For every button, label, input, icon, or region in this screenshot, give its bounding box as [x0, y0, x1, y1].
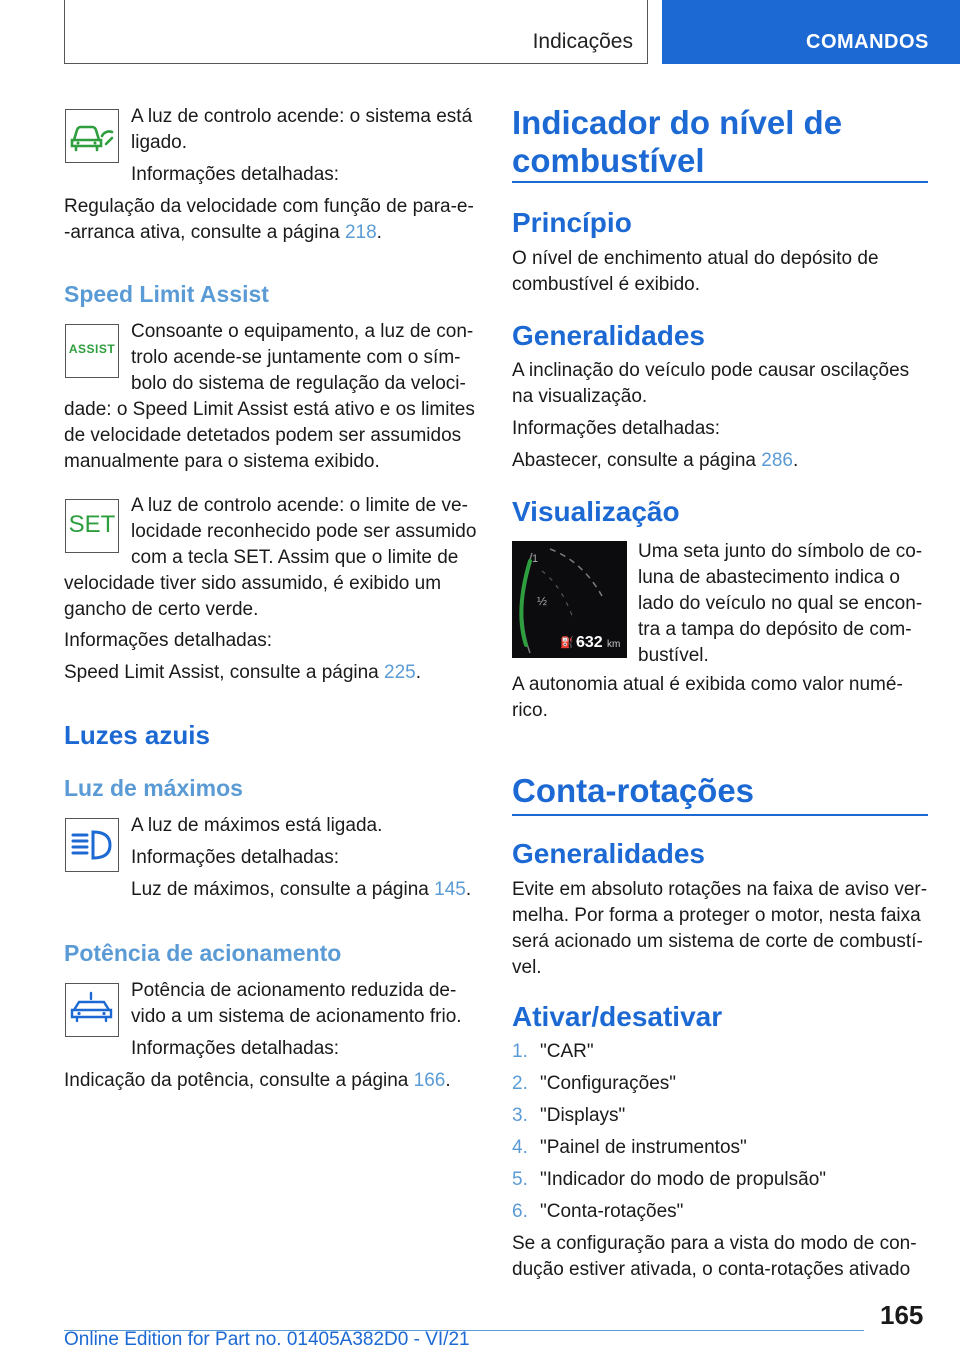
- text-line: ligado.: [131, 132, 187, 153]
- list-item: [512, 1199, 683, 1225]
- fuel-pump-icon: ⛽: [560, 637, 574, 649]
- text-line: A autonomia atual é exibida como valor numé-: [512, 674, 903, 695]
- text-line: -arranca ativa, consulte a página 218.: [64, 222, 382, 243]
- heading-potencia-de-acionamento: Potência de acionamento: [64, 940, 342, 966]
- text-line: bolo do sistema de regulação da veloci-: [131, 373, 466, 394]
- list-item: [512, 1103, 625, 1129]
- heading-visualizacao: Visualização: [512, 496, 680, 527]
- text-line: Potência de acionamento reduzida de-: [131, 980, 457, 1001]
- text-line: A luz de máximos está ligada.: [131, 815, 383, 836]
- list-text: "Configurações": [540, 1073, 677, 1094]
- text-line: melha. Por forma a proteger o motor, nesta faixa: [512, 905, 921, 926]
- text-line: Informações detalhadas:: [64, 630, 273, 651]
- text-line: A inclinação do veículo pode causar oscilações: [512, 360, 910, 381]
- set-icon: [65, 499, 119, 553]
- list-text: "CAR": [540, 1041, 594, 1062]
- text-line: de velocidade detetados podem ser assumidos: [64, 425, 462, 446]
- list-text: "Displays": [540, 1105, 626, 1126]
- heading-generalidades: Generalidades: [512, 320, 705, 351]
- text-line: Abastecer, consulte a página 286.: [512, 450, 799, 471]
- text-line: rico.: [512, 700, 548, 721]
- text-line: luna de abastecimento indica o: [638, 567, 900, 588]
- text-span: -arranca ativa, consulte a página: [64, 222, 345, 243]
- text-line: com a tecla SET. Assim que o limite de: [131, 547, 459, 568]
- list-number: 4.: [512, 1137, 528, 1158]
- list-number: 5.: [512, 1169, 528, 1190]
- text-line: Informações detalhadas:: [131, 1038, 340, 1059]
- list-number: 2.: [512, 1073, 528, 1094]
- text-line: dade: o Speed Limit Assist está ativo e os limites: [64, 399, 475, 420]
- heading-principio: Princípio: [512, 207, 632, 238]
- text-line: velocidade tiver sido assumido, é exibido um: [64, 573, 442, 594]
- text-span: Speed Limit Assist, consulte a página: [64, 662, 385, 683]
- text-line: será acionado um sistema de corte de combustí-: [512, 931, 923, 952]
- text-line: A luz de controlo acende: o sistema está: [131, 106, 473, 127]
- text-line: lado do veículo no qual se encon-: [638, 593, 923, 614]
- heading-generalidades-2: Generalidades: [512, 838, 705, 869]
- gauge-range-value: 632: [576, 634, 603, 651]
- text-line: dução estiver ativada, o conta-rotações ativado: [512, 1259, 911, 1280]
- text-line: tra a tampa do depósito de com-: [638, 619, 912, 640]
- text-line: gancho de certo verde.: [64, 599, 259, 620]
- text-line: Speed Limit Assist, consulte a página 225.: [64, 662, 422, 683]
- title-fuel-gauge-line2: combustível: [512, 142, 705, 179]
- page-link-145[interactable]: 145: [434, 879, 466, 900]
- heading-speed-limit-assist: Speed Limit Assist: [64, 281, 269, 307]
- header-chapter-label: COMANDOS: [806, 31, 929, 53]
- text-line: Evite em absoluto rotações na faixa de aviso ver-: [512, 879, 928, 900]
- high-beam-icon: [65, 818, 119, 872]
- list-item: [512, 1071, 676, 1097]
- section-divider: [512, 814, 928, 816]
- section-divider: [512, 181, 928, 183]
- text-line: Informações detalhadas:: [512, 418, 721, 439]
- text-line: Regulação da velocidade com função de para-e-: [64, 196, 474, 217]
- list-item: [512, 1039, 594, 1065]
- footer-edition: Online Edition for Part no. 01405A382D0 - VI/21: [64, 1329, 470, 1350]
- header-section-box: [64, 0, 648, 64]
- text-line: Se a configuração para a vista do modo de con-: [512, 1233, 917, 1254]
- list-text: "Painel de instrumentos": [540, 1137, 747, 1158]
- list-text: "Indicador do modo de propulsão": [540, 1169, 827, 1190]
- text-line: vido a um sistema de acionamento frio.: [131, 1006, 462, 1027]
- text-line: Informações detalhadas:: [131, 164, 340, 185]
- text-line: Informações detalhadas:: [131, 847, 340, 868]
- list-item: [512, 1167, 826, 1193]
- page-link-225[interactable]: 225: [384, 662, 416, 683]
- fuel-gauge-image: [512, 541, 627, 658]
- text-line: Uma seta junto do símbolo de co-: [638, 541, 923, 562]
- text-span: Luz de máximos, consulte a página: [131, 879, 435, 900]
- list-item: [512, 1135, 747, 1161]
- text-line: A luz de controlo acende: o limite de ve-: [131, 495, 468, 516]
- page-number: 165: [880, 1300, 924, 1330]
- text-line: Luz de máximos, consulte a página 145.: [131, 879, 472, 900]
- header-chapter-tab[interactable]: [662, 0, 960, 64]
- page-link-166[interactable]: 166: [413, 1070, 446, 1091]
- reduced-power-icon: [65, 983, 119, 1037]
- speed-limit-assist-icon: [65, 324, 119, 378]
- text-line: Indicação da potência, consulte a página 166.: [64, 1070, 451, 1091]
- gauge-tick-1: 1: [532, 553, 539, 565]
- page-link-286[interactable]: 286: [761, 450, 793, 471]
- text-line: O nível de enchimento atual do depósito de: [512, 248, 879, 269]
- cruise-control-icon: [65, 109, 119, 163]
- text-line: locidade reconhecido pode ser assumido: [131, 521, 477, 542]
- assist-icon-text: ASSIST: [68, 342, 116, 356]
- heading-luzes-azuis: Luzes azuis: [64, 720, 210, 750]
- title-fuel-gauge-line1: Indicador do nível de: [512, 104, 843, 141]
- list-number: 3.: [512, 1105, 528, 1126]
- text-line: manualmente para o sistema exibido.: [64, 451, 380, 472]
- text-line: na visualização.: [512, 386, 648, 407]
- header-section-title: Indicações: [532, 30, 633, 53]
- title-conta-rotacoes: Conta-rotações: [512, 772, 755, 809]
- page-link-218[interactable]: 218: [344, 222, 377, 243]
- text-line: vel.: [512, 957, 542, 978]
- list-number: 6.: [512, 1201, 528, 1222]
- set-icon-text: SET: [68, 511, 116, 538]
- gauge-range-unit: km: [607, 639, 621, 650]
- heading-ativar-desativar: Ativar/desativar: [512, 1001, 723, 1032]
- text-line: bustível.: [638, 645, 709, 666]
- text-line: trolo acende-se juntamente com o sím-: [131, 347, 461, 368]
- text-span: Indicação da potência, consulte a página: [64, 1070, 414, 1091]
- text-line: Consoante o equipamento, a luz de con-: [131, 321, 474, 342]
- list-text: "Conta-rotações": [540, 1201, 684, 1222]
- list-number: 1.: [512, 1041, 528, 1062]
- text-line: combustível é exibido.: [512, 274, 700, 295]
- gauge-tick-half: ½: [537, 594, 548, 608]
- heading-luz-de-maximos: Luz de máximos: [64, 775, 243, 801]
- text-span: Abastecer, consulte a página: [512, 450, 762, 471]
